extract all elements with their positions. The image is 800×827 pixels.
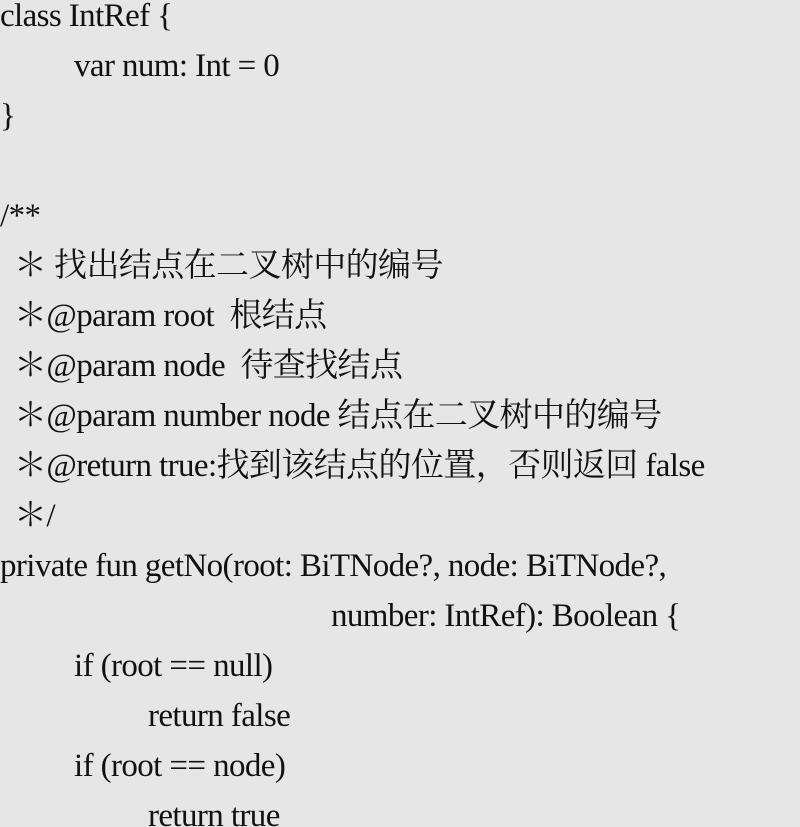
code-line-fun-signature: private fun getNo(root: BiTNode?, node: BiTNode?, xyxy=(0,548,667,584)
code-line-var-num: var num: Int = 0 xyxy=(74,48,280,84)
code-line-comment-close: ＊/ xyxy=(14,498,55,534)
code-line-return-doc: ＊@return true:找到该结点的位置，否则返回 false xyxy=(14,448,705,484)
code-line-class-decl: class IntRef { xyxy=(0,0,173,34)
code-line-class-close: } xyxy=(0,98,16,134)
code-line-fun-signature-cont: number: IntRef): Boolean { xyxy=(331,598,681,634)
code-line-if-null: if (root == null) xyxy=(74,648,273,684)
code-line-param-number: ＊@param number node 结点在二叉树中的编号 xyxy=(14,398,662,434)
code-line-comment-open: /** xyxy=(0,198,41,234)
code-line-comment-desc: ＊ 找出结点在二叉树中的编号 xyxy=(14,248,443,284)
code-line-param-root: ＊@param root 根结点 xyxy=(14,298,327,334)
code-line-return-false: return false xyxy=(148,698,291,734)
code-line-if-node: if (root == node) xyxy=(74,748,286,784)
code-line-param-node: ＊@param node 待查找结点 xyxy=(14,348,403,384)
code-line-return-true: return true xyxy=(148,798,280,827)
